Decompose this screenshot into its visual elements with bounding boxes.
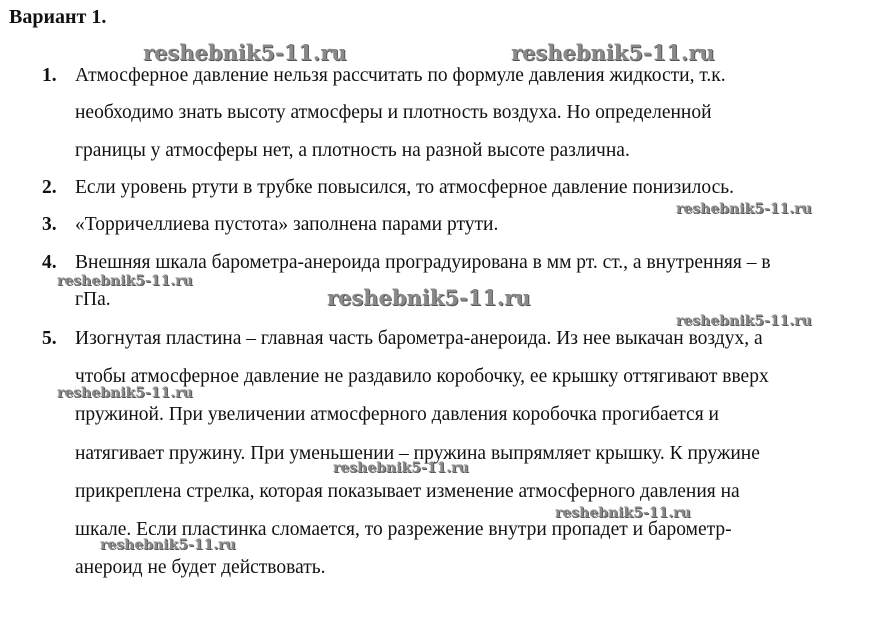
item-5-line-1: Изогнутая пластина – главная часть барометра-анероида. Из нее выкачан воздух, а — [75, 328, 763, 349]
item-5-line-7: анероид не будет действовать. — [75, 557, 326, 578]
item-1-line-2: необходимо знать высоту атмосферы и плотность воздуха. Но определенной — [75, 102, 712, 123]
watermark: reshebnik5-11.ru — [676, 201, 812, 217]
watermark: reshebnik5-11.ru — [511, 40, 715, 65]
watermark: reshebnik5-11.ru — [555, 505, 691, 521]
watermark: reshebnik5-11.ru — [333, 460, 469, 476]
item-4-line-1: Внешняя шкала барометра-анероида проградуирована в мм рт. ст., а внутренняя – в — [75, 252, 771, 273]
item-2-line-1: Если уровень ртути в трубке повысился, то атмосферное давление понизилось. — [75, 177, 735, 198]
watermark: reshebnik5-11.ru — [57, 273, 193, 289]
variant-title: Вариант 1. — [9, 6, 107, 28]
item-5-line-6: шкале. Если пластинка сломается, то разрежение внутри пропадет и барометр- — [75, 519, 732, 540]
item-number-1: 1. — [42, 65, 57, 86]
item-number-4: 4. — [42, 252, 57, 273]
watermark: reshebnik5-11.ru — [57, 385, 193, 401]
watermark: reshebnik5-11.ru — [143, 40, 347, 65]
item-number-3: 3. — [42, 214, 57, 235]
item-1-line-1: Атмосферное давление нельзя рассчитать по формуле давления жидкости, т.к. — [75, 65, 726, 86]
watermark: reshebnik5-11.ru — [327, 285, 531, 310]
item-4-line-2: гПа. — [75, 289, 111, 310]
watermark: reshebnik5-11.ru — [676, 313, 812, 329]
item-5-line-4: натягивает пружину. При уменьшении – пружина выпрямляет крышку. К пружине — [75, 443, 760, 464]
item-number-2: 2. — [42, 177, 57, 198]
item-5-line-5: прикреплена стрелка, которая показывает изменение атмосферного давления на — [75, 481, 740, 502]
watermark: reshebnik5-11.ru — [100, 537, 236, 553]
item-3-line-1: «Торричеллиева пустота» заполнена парами ртути. — [75, 214, 499, 235]
item-1-line-3: границы у атмосферы нет, а плотность на разной высоте различна. — [75, 140, 630, 161]
item-5-line-2: чтобы атмосферное давление не раздавило коробочку, ее крышку оттягивают вверх — [75, 366, 769, 387]
item-number-5: 5. — [42, 328, 57, 349]
item-5-line-3: пружиной. При увеличении атмосферного давления коробочка прогибается и — [75, 404, 719, 425]
